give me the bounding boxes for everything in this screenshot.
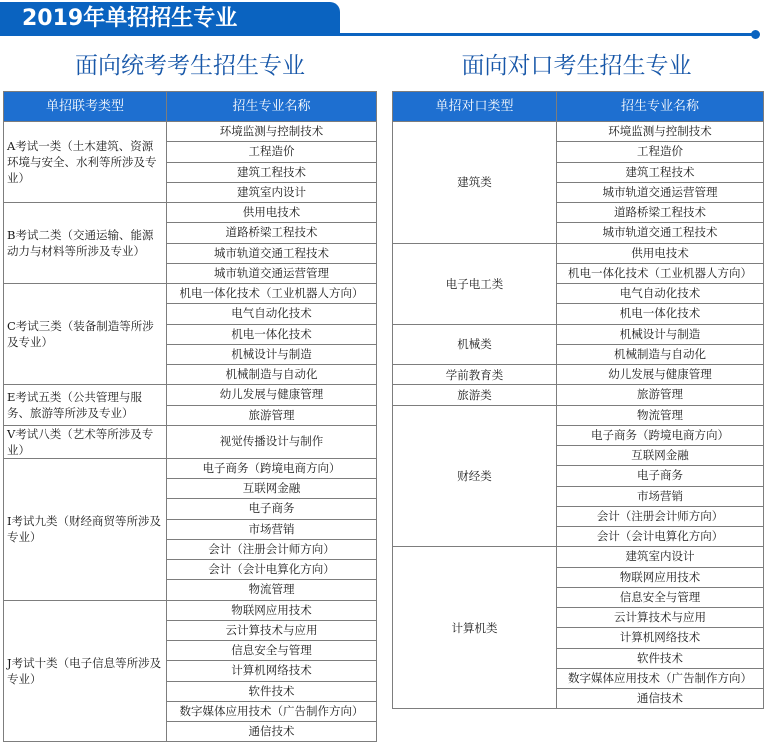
major-name-cell: 互联网金融 (167, 479, 377, 499)
banner-title: 2019年单招招生专业 (0, 2, 340, 36)
major-name-cell: 市场营销 (167, 519, 377, 539)
major-name-cell: 道路桥梁工程技术 (167, 223, 377, 243)
table-row (393, 324, 764, 344)
left-section-title: 面向统考考生招生专业 (75, 53, 305, 79)
exam-category-cell: I考试九类（财经商贸等所涉及专业） (4, 458, 167, 600)
major-name-cell: 电子商务 (167, 499, 377, 519)
major-name-cell: 电子商务（跨境电商方向） (167, 458, 377, 478)
exam-category-cell: 机械类 (393, 324, 557, 365)
banner-dot (751, 30, 760, 39)
major-name-cell: 机械制造与自动化 (167, 365, 377, 385)
major-name-cell: 机电一体化技术 (167, 324, 377, 344)
major-name-cell: 建筑室内设计 (167, 182, 377, 202)
major-name-cell: 旅游管理 (557, 385, 764, 405)
exam-category-cell: C考试三类（装备制造等所涉及专业） (4, 284, 167, 385)
major-name-cell: 环境监测与控制技术 (167, 122, 377, 142)
table-row (4, 458, 377, 478)
major-name-cell: 机电一体化技术 (557, 304, 764, 324)
right-header-row (393, 92, 764, 122)
table-row (393, 385, 764, 405)
major-name-cell: 电子商务（跨境电商方向） (557, 425, 764, 445)
table-row (4, 203, 377, 223)
table-row (393, 547, 764, 567)
table-row (4, 600, 377, 620)
major-name-cell: 机电一体化技术（工业机器人方向） (167, 284, 377, 304)
exam-category-cell: 学前教育类 (393, 365, 557, 385)
major-name-cell: 建筑工程技术 (167, 162, 377, 182)
exam-category-cell: A考试一类（土木建筑、资源环境与安全、水利等所涉及专业） (4, 122, 167, 203)
major-name-cell: 云计算技术与应用 (167, 620, 377, 640)
major-name-cell: 供用电技术 (557, 243, 764, 263)
major-name-cell: 城市轨道交通工程技术 (557, 223, 764, 243)
exam-category-cell: 计算机类 (393, 547, 557, 709)
major-name-cell: 电气自动化技术 (167, 304, 377, 324)
table-row (393, 365, 764, 385)
major-name-cell: 会计（注册会计师方向） (557, 506, 764, 526)
table-row (393, 122, 764, 142)
major-name-cell: 城市轨道交通运营管理 (557, 182, 764, 202)
major-name-cell: 通信技术 (557, 689, 764, 709)
major-name-cell: 会计（注册会计师方向） (167, 539, 377, 559)
exam-category-cell: B考试二类（交通运输、能源动力与材料等所涉及专业） (4, 203, 167, 284)
major-name-cell: 物流管理 (167, 580, 377, 600)
table-row (4, 385, 377, 405)
major-name-cell: 软件技术 (557, 648, 764, 668)
major-name-cell: 云计算技术与应用 (557, 608, 764, 628)
major-name-cell: 计算机网络技术 (167, 661, 377, 681)
left-header-major: 招生专业名称 (167, 92, 377, 122)
major-name-cell: 数字媒体应用技术（广告制作方向） (557, 668, 764, 688)
major-name-cell: 物联网应用技术 (167, 600, 377, 620)
major-name-cell: 信息安全与管理 (167, 641, 377, 661)
major-name-cell: 信息安全与管理 (557, 587, 764, 607)
major-name-cell: 计算机网络技术 (557, 628, 764, 648)
major-name-cell: 会计（会计电算化方向） (557, 527, 764, 547)
major-name-cell: 电子商务 (557, 466, 764, 486)
major-name-cell: 道路桥梁工程技术 (557, 203, 764, 223)
exam-category-cell: V考试八类（艺术等所涉及专业） (4, 425, 167, 458)
exam-category-cell: 建筑类 (393, 122, 557, 244)
exam-category-cell: 财经类 (393, 405, 557, 547)
right-majors-table (392, 91, 764, 709)
right-section-title: 面向对口考生招生专业 (461, 53, 692, 79)
table-row (4, 284, 377, 304)
major-name-cell: 通信技术 (167, 722, 377, 742)
major-name-cell: 机械设计与制造 (167, 344, 377, 364)
major-name-cell: 工程造价 (167, 142, 377, 162)
major-name-cell: 幼儿发展与健康管理 (167, 385, 377, 405)
major-name-cell: 市场营销 (557, 486, 764, 506)
left-header-row (4, 92, 377, 122)
major-name-cell: 物联网应用技术 (557, 567, 764, 587)
table-row (393, 405, 764, 425)
major-name-cell: 幼儿发展与健康管理 (557, 365, 764, 385)
major-name-cell: 建筑工程技术 (557, 162, 764, 182)
exam-category-cell: J考试十类（电子信息等所涉及专业） (4, 600, 167, 742)
major-name-cell: 环境监测与控制技术 (557, 122, 764, 142)
right-header-category: 单招对口类型 (393, 92, 557, 122)
banner (0, 0, 765, 42)
major-name-cell: 软件技术 (167, 681, 377, 701)
left-majors-table (3, 91, 377, 742)
major-name-cell: 工程造价 (557, 142, 764, 162)
major-name-cell: 机械制造与自动化 (557, 344, 764, 364)
major-name-cell: 城市轨道交通工程技术 (167, 243, 377, 263)
right-header-major: 招生专业名称 (557, 92, 764, 122)
major-name-cell: 机械设计与制造 (557, 324, 764, 344)
table-row (4, 122, 377, 142)
major-name-cell: 旅游管理 (167, 405, 377, 425)
major-name-cell: 会计（会计电算化方向） (167, 560, 377, 580)
major-name-cell: 机电一体化技术（工业机器人方向） (557, 263, 764, 283)
major-name-cell: 供用电技术 (167, 203, 377, 223)
major-name-cell: 物流管理 (557, 405, 764, 425)
exam-category-cell: 电子电工类 (393, 243, 557, 324)
banner-divider (0, 33, 755, 36)
major-name-cell: 视觉传播设计与制作 (167, 425, 377, 458)
major-name-cell: 电气自动化技术 (557, 284, 764, 304)
table-row (393, 243, 764, 263)
table-row (4, 425, 377, 458)
major-name-cell: 互联网金融 (557, 446, 764, 466)
exam-category-cell: 旅游类 (393, 385, 557, 405)
major-name-cell: 数字媒体应用技术（广告制作方向） (167, 701, 377, 721)
left-header-category: 单招联考类型 (4, 92, 167, 122)
exam-category-cell: E考试五类（公共管理与服务、旅游等所涉及专业） (4, 385, 167, 426)
major-name-cell: 建筑室内设计 (557, 547, 764, 567)
major-name-cell: 城市轨道交通运营管理 (167, 263, 377, 283)
